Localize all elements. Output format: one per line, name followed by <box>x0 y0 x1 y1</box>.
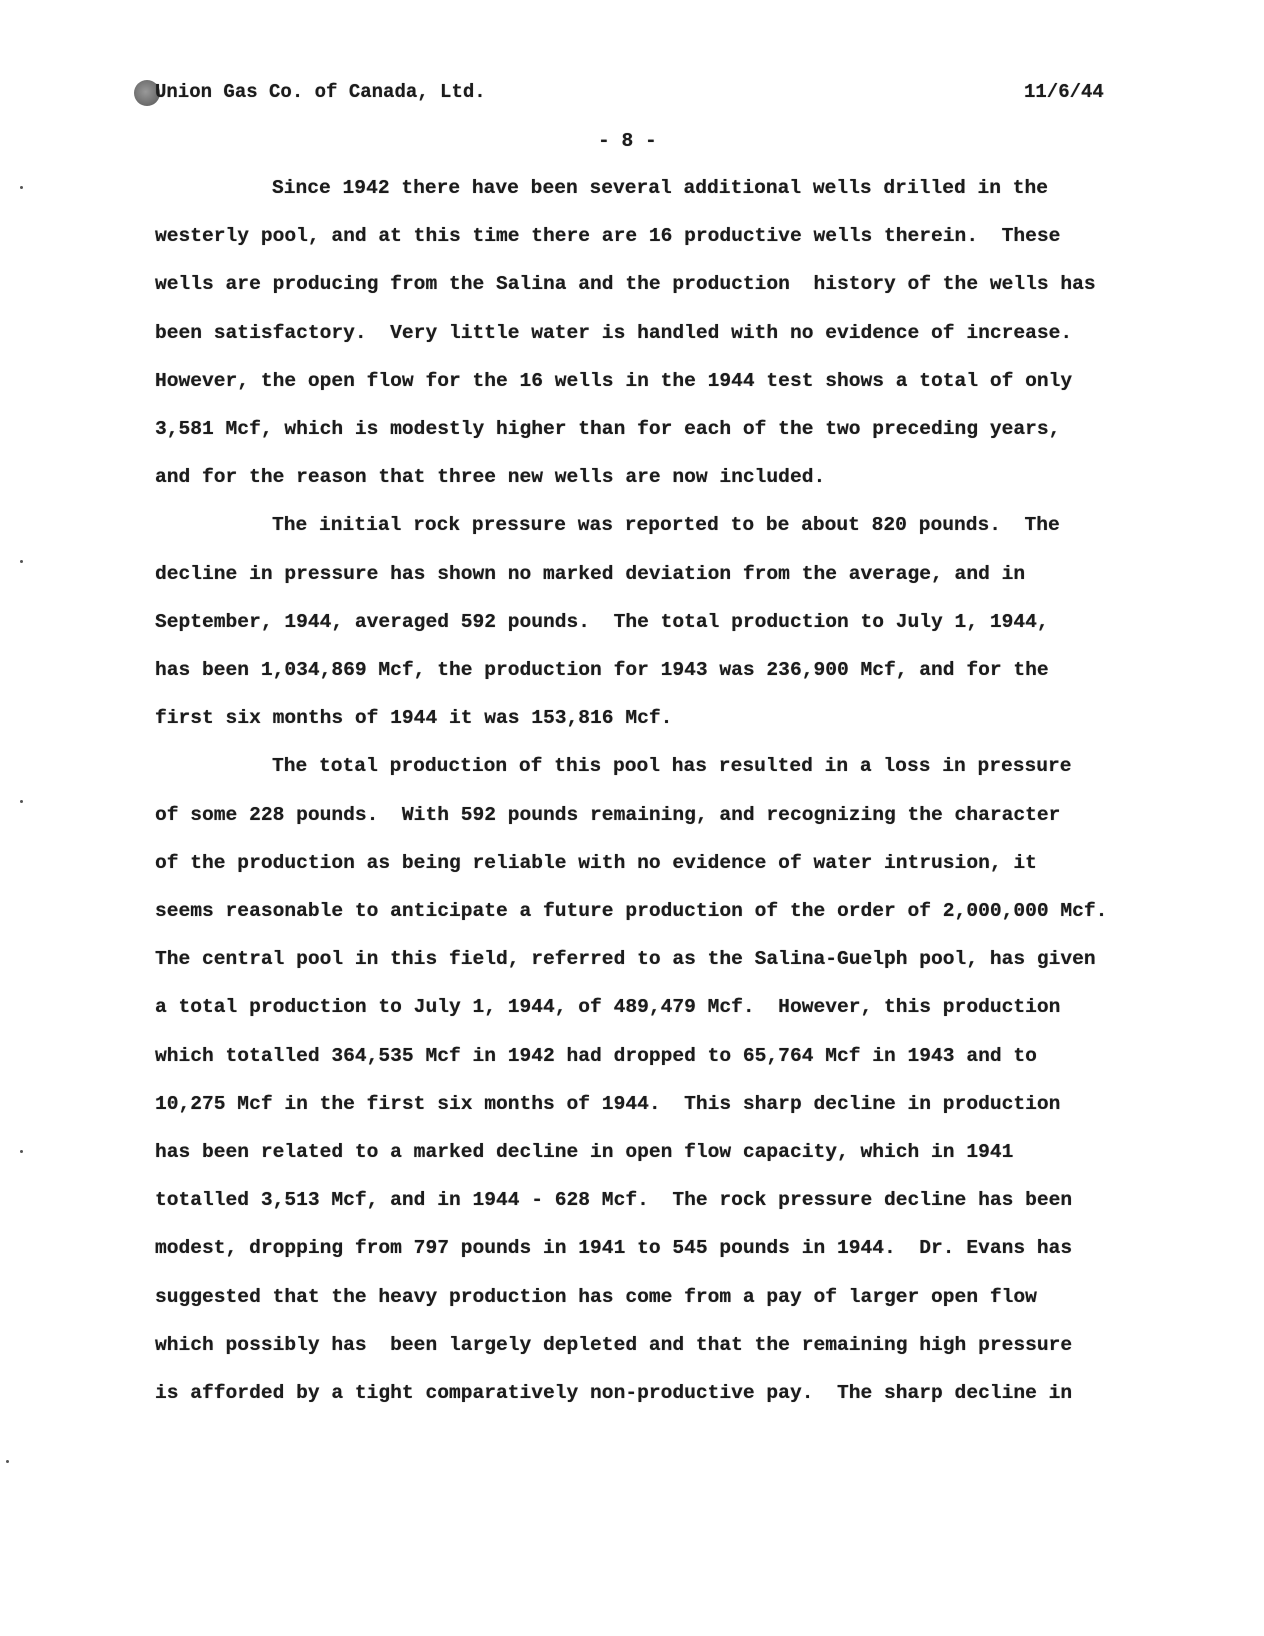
text-line: of some 228 pounds. With 592 pounds remaining, and recognizing the character <box>155 803 1061 826</box>
text-line: has been 1,034,869 Mcf, the production for 1943 was 236,900 Mcf, and for the <box>155 659 1049 681</box>
text-line: 10,275 Mcf in the first six months of 1944. This sharp decline in production <box>155 1092 1061 1115</box>
text-line: The initial rock pressure was reported to be about 820 pounds. The <box>272 514 1060 537</box>
text-line: which possibly has been largely depleted and that the remaining high pressure <box>155 1333 1073 1356</box>
text-line: has been related to a marked decline in open flow capacity, which in 1941 <box>155 1141 1014 1163</box>
text-line: and for the reason that three new wells are now included. <box>155 466 826 489</box>
text-line: Since 1942 there have been several additional wells drilled in the <box>272 177 1049 199</box>
text-line: decline in pressure has shown no marked deviation from the average, and in <box>155 562 1026 585</box>
text-line: a total production to July 1, 1944, of 489,479 Mcf. However, this production <box>155 996 1061 1019</box>
scan-speck <box>6 1460 9 1463</box>
text-line: which totalled 364,535 Mcf in 1942 had dropped to 65,764 Mcf in 1943 and to <box>155 1044 1037 1067</box>
scan-speck <box>20 560 23 563</box>
text-line: westerly pool, and at this time there are 16 productive wells therein. These <box>155 225 1061 248</box>
text-line: September, 1944, averaged 592 pounds. The total production to July 1, 1944, <box>155 610 1049 633</box>
text-line: The central pool in this field, referred to as the Salina-Guelph pool, has given <box>155 948 1096 971</box>
text-line: seems reasonable to anticipate a future production of the order of 2,000,000 Mcf. <box>155 900 1108 922</box>
text-line: first six months of 1944 it was 153,816 Mcf. <box>155 707 673 730</box>
text-line: of the production as being reliable with no evidence of water intrusion, it <box>155 851 1037 874</box>
scan-speck <box>20 800 23 803</box>
scan-speck <box>20 1150 23 1153</box>
text-line: wells are producing from the Salina and the production history of the wells has <box>155 273 1096 296</box>
text-line: suggested that the heavy production has come from a pay of larger open flow <box>155 1285 1037 1308</box>
page-number: - 8 - <box>598 130 657 152</box>
text-line: totalled 3,513 Mcf, and in 1944 - 628 Mcf. The rock pressure decline has been <box>155 1189 1073 1212</box>
company-name: Union Gas Co. of Canada, Ltd. <box>155 81 486 103</box>
text-line: The total production of this pool has resulted in a loss in pressure <box>272 755 1072 778</box>
text-line: been satisfactory. Very little water is handled with no evidence of increase. <box>155 321 1073 344</box>
scan-speck <box>20 186 23 189</box>
document-date: 11/6/44 <box>1024 81 1104 103</box>
text-line: 3,581 Mcf, which is modestly higher than for each of the two preceding years, <box>155 418 1061 440</box>
text-line: modest, dropping from 797 pounds in 1941 to 545 pounds in 1944. Dr. Evans has <box>155 1237 1073 1260</box>
text-line: However, the open flow for the 16 wells in the 1944 test shows a total of only <box>155 369 1073 392</box>
text-line: is afforded by a tight comparatively non-productive pay. The sharp decline in <box>155 1382 1073 1404</box>
